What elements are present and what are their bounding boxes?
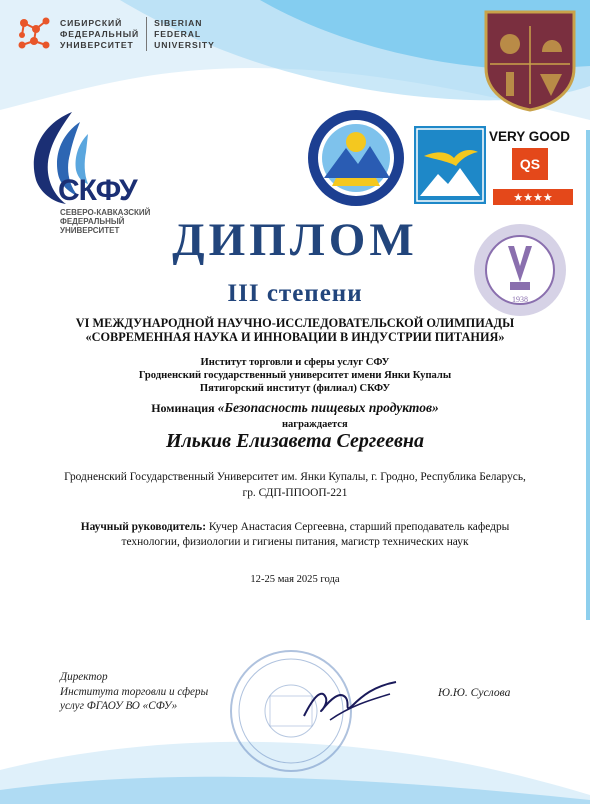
recipient-university: Гродненский Государственный Университет им. Янки Купалы, г. Гродно, Республика Беларусь, гр. СДП-ППООП-221	[64, 471, 526, 499]
skfu-full-name: СЕВЕРО-КАВКАЗСКИЙ ФЕДЕРАЛЬНЫЙ УНИВЕРСИТЕТ	[60, 208, 151, 235]
sfu-name-ru: СИБИРСКИЙ ФЕДЕРАЛЬНЫЙ УНИВЕРСИТЕТ	[60, 17, 140, 50]
organizer-item: Пятигорский институт (филиал) СКФУ	[199, 383, 391, 394]
director-title: Директор Института торговли и сферы услуг ФГАОУ ВО «СФУ»	[60, 671, 209, 712]
nomination-value: «Безопасность пищевых продуктов»	[217, 400, 439, 415]
sfu-divider	[146, 17, 147, 51]
sfu-logo	[16, 12, 221, 56]
olympiad-name: VI МЕЖДУНАРОДНОЙ НАУЧНО-ИССЛЕДОВАТЕЛЬСКОЙ ОЛИМПИАДЫ «СОВРЕМЕННАЯ НАУКА И ИННОВАЦИИ В ИНДУСТРИИ ПИТАНИЯ»	[75, 316, 515, 344]
supervisor-label: Научный руководитель:	[80, 521, 206, 533]
sfu-molecule-icon	[16, 15, 54, 53]
organizer-item: Институт торговли и сферы услуг СФУ	[200, 357, 390, 368]
nomination-label: Номинация	[151, 401, 215, 415]
awarded-label: награждается	[282, 419, 348, 430]
diploma-title: ДИПЛОМ	[172, 214, 418, 266]
sfu-name-en: SIBERIAN FEDERAL UNIVERSITY	[154, 17, 215, 50]
recipient-name: Илькив Елизавета Сергеевна	[165, 430, 425, 452]
eagle-mountain-emblem	[414, 126, 486, 204]
qs-stars: ★★★★	[493, 189, 573, 205]
nomination	[0, 400, 590, 416]
qs-badge: QS	[512, 148, 548, 180]
event-date: 12-25 мая 2025 года	[250, 574, 340, 585]
astana-round-emblem	[306, 108, 406, 208]
supervisor	[0, 520, 590, 550]
diploma-degree: III степени	[227, 280, 363, 307]
organizer-item: Гродненский государственный университет имени Янки Купалы	[138, 370, 452, 381]
organizers-list	[0, 356, 590, 395]
skfu-logo-name: СКФУ	[58, 174, 137, 207]
director-signature	[300, 676, 400, 726]
emblem-year: 1938	[512, 295, 528, 304]
qs-rating-label: VERY GOOD	[489, 129, 571, 144]
university-shield-emblem	[482, 8, 578, 112]
supervisor-name: Кучер Анастасия Сергеевна, старший преподаватель кафедры	[206, 521, 510, 533]
signer-name: Ю.Ю. Суслова	[438, 686, 511, 699]
supervisor-position: технологии, физиологии и гигиены питания, магистр технических наук	[121, 536, 469, 548]
